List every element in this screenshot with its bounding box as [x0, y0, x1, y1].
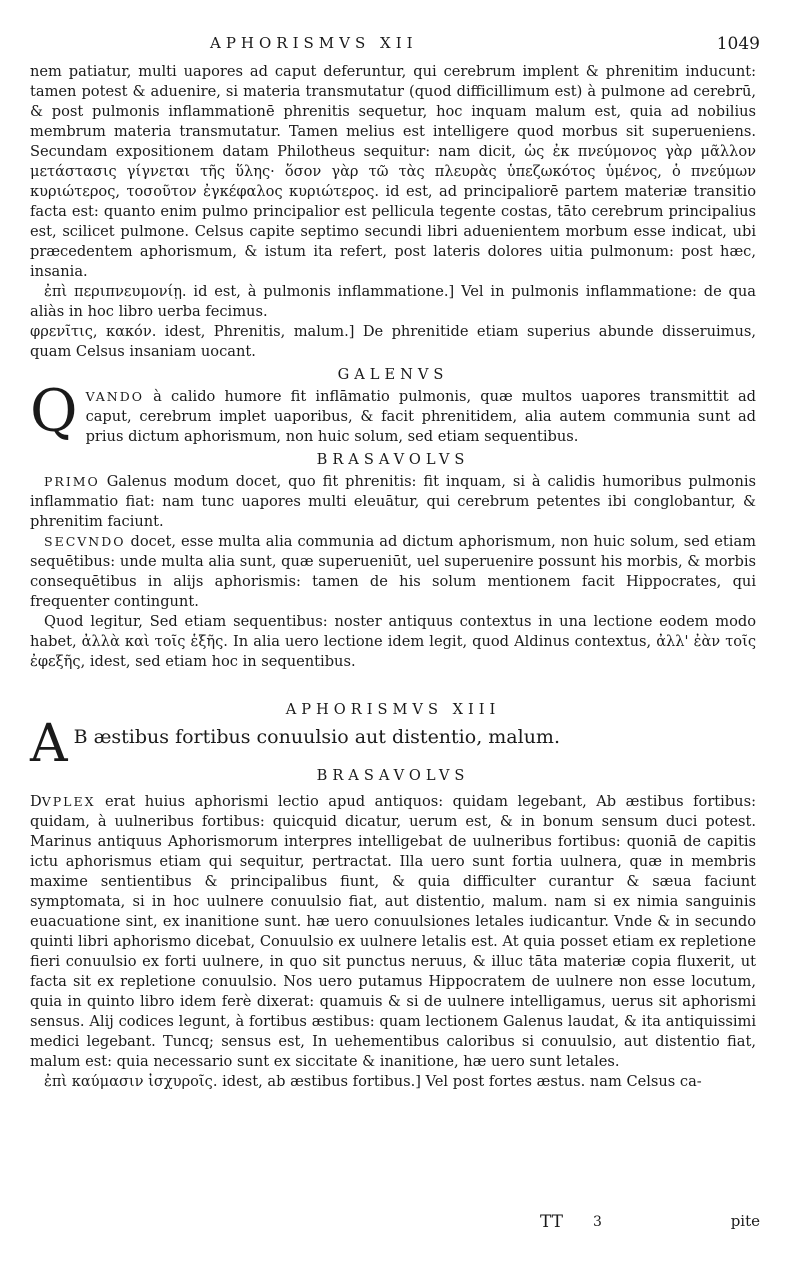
catchword: pite	[730, 1212, 760, 1230]
drop-cap-d: D	[30, 793, 42, 810]
paragraph-lemma-pulmonis: ἐπὶ περιπνευμονίῃ. id est, à pulmonis inflammatione.] Vel in pulmonis inflammatione: de qua aliàs in hoc libro uerba fecimus.	[30, 283, 756, 320]
drop-cap-q: Q	[30, 377, 78, 445]
lead-word-duplex: VPLEX	[41, 794, 96, 809]
paragraph-last: ἐπὶ καύμασιν ἰσχυροῖς. idest, ab æstibus fortibus.] Vel post fortes æstus. nam Celsus ca-	[44, 1073, 702, 1090]
lead-word-quando: VANDO	[85, 389, 144, 404]
galenus-text: à calido humore fit inflāmatio pulmonis, quæ multos uapores transmittit ad caput, cerebrum implet uaporibus, & facit phrenitidem, alia autem communia sunt ad prius dictum aphorismum, non huic solum, sed etiam sequentibus.	[85, 388, 756, 445]
paragraph-lemma-phrenitis: φρενῖτις, κακόν. idest, Phrenitis, malum.] De phrenitide etiam superius abunde disseruimus, quam Celsus insaniam uocant.	[30, 323, 756, 360]
page-number: 1049	[716, 34, 760, 54]
paragraph-galenus	[30, 377, 756, 447]
page-header	[60, 34, 760, 62]
aphorism-text	[30, 714, 756, 774]
heading-brasavolus-1: BRASAVOLVS	[316, 451, 470, 468]
running-head: APHORISMVS XII	[210, 34, 418, 52]
signature-number: 3	[593, 1214, 602, 1230]
page-footer	[60, 1212, 760, 1242]
paragraph-continuation: nem patiatur, multi uapores ad caput deferuntur, qui cerebrum implent & phrenitim inducunt: tamen potest & aduenire, si materia transmutatur (quod difficillimum est) à pulmone ad cerebrū, & post pulmonis inflammationē phrenitis sequetur, hoc inquam malum est, quia ad nobilius membrum materia transmutatur. Tamen melius est intelligere quod morbus sit superueniens. Secundam expositionem datam Philotheus sequitur: nam dicit, ὡς ἐκ πνεύμονος γὰρ μᾶλλον μετάστασις γίγνεται τῆς ὕλης· ὅσον γὰρ τῶ τὰς πλευρὰς ὑπεζωκότος ὑμένος, ὁ πνεύμων κυριώτερος, τοσοῦτον ἐγκέφαλος κυριώτερος. id est, ad principaliorē partem materiæ transitio facta est: quanto enim pulmo principalior est pellicula tegente costas, tāto cerebrum principalius est, scilicet pulmone. Celsus capite septimo secundi libri aduenientem morbum esse indicat, ubi præcedentem aphorismum, & istum ita refert, post lateris dolores uitia pulmonum: post hæc, insania.	[30, 63, 756, 280]
duplex-text: erat huius aphorismi lectio apud antiquos: quidam legebant, Ab æstibus fortibus: quidam, à uulneribus fortibus: quicquid dicatur, uerum est, & in bonum sensum duci potest. Marinus antiquus Aphorismorum interpres intelligebat de uulneribus fortibus: quoniā de capitis ictu aphorismus etiam qui sequitur, pertractat. Illa uero sunt fortia uulnera, quæ in membris maxime sentientibus & principalibus fiunt, & quia difficulter curantur & sæua faciunt symptomata, si in hoc uulnere conuulsio fiat, aut distentio, malum. nam si ex nimia sanguinis euacuatione sint, ex inanitione sunt. hæ uero conuulsiones letales iudicantur. Vnde & in secundo quinti libri aphorismo dicebat, Conuulsio ex uulnere letalis est. At quia posset etiam ex repletione fieri conuulsio ex forti uulnere, in quo sit punctus neruus, & illuc tāta materiæ copia fluxerit, ut facta sit ex repletione conuulsio. Nos uero putamus Hippocratem de uulnere non esse locutum, quia in quinto libro idem ferè dixerat: quamuis & si de uulnere intelligamus, uerus sit aphorismi sensus. Alij codices legunt, à fortibus æstibus: quam lectionem Galenus laudat, & ita antiquissimi medici legebant. Tuncq; sensus est, In uehementibus caloribus si conuulsio, aut distentio fiat, malum est: quia necessario sunt ex siccitate & inanitione, hæ uero sunt letales.	[30, 793, 756, 1070]
heading-galenus: GALENVS	[337, 366, 449, 383]
aphorism-body: B æstibus fortibus conuulsio aut distentio, malum.	[73, 726, 560, 748]
drop-cap-a: A	[30, 714, 68, 774]
heading-aphorismus-xiii: APHORISMVS XIII	[285, 701, 501, 718]
secundo-text: docet, esse multa alia communia ad dictum aphorismum, non huic solum, sed etiam sequētibus: unde multa alia sunt, quæ superueniūt, uel superuenire possunt his morbis, & morbis consequētibus in alijs aphorismis: tamen de his solum mentionem facit Hippocrates, qui frequenter contingunt.	[30, 533, 756, 610]
heading-brasavolus-2: BRASAVOLVS	[316, 767, 470, 784]
lead-word-secundo: SECVNDO	[44, 534, 126, 549]
signature-mark: TT	[540, 1212, 563, 1232]
page-body	[30, 62, 756, 1092]
paragraph-primo	[30, 472, 756, 532]
lead-word-primo: PRIMO	[44, 474, 100, 489]
paragraph-duplex	[30, 792, 756, 1072]
primo-text: Galenus modum docet, quo fit phrenitis: fit inquam, si à calidis humoribus pulmonis inflammatio fiat: nam tunc uapores multi eleuātur, qui cerebrum petentes ibi conglobantur, & phrenitim faciunt.	[30, 473, 757, 530]
paragraph-secundo	[30, 532, 756, 612]
paragraph-quod-legitur: Quod legitur, Sed etiam sequentibus: noster antiquus contextus in una lectione eodem modo habet, ἀλλὰ καὶ τοῖς ἑξῆς. In alia uero lectione idem legit, quod Aldinus contextus, ἀλλ' ἐὰν τοῖς ἐφεξῆς, idest, sed etiam hoc in sequentibus.	[30, 613, 756, 670]
